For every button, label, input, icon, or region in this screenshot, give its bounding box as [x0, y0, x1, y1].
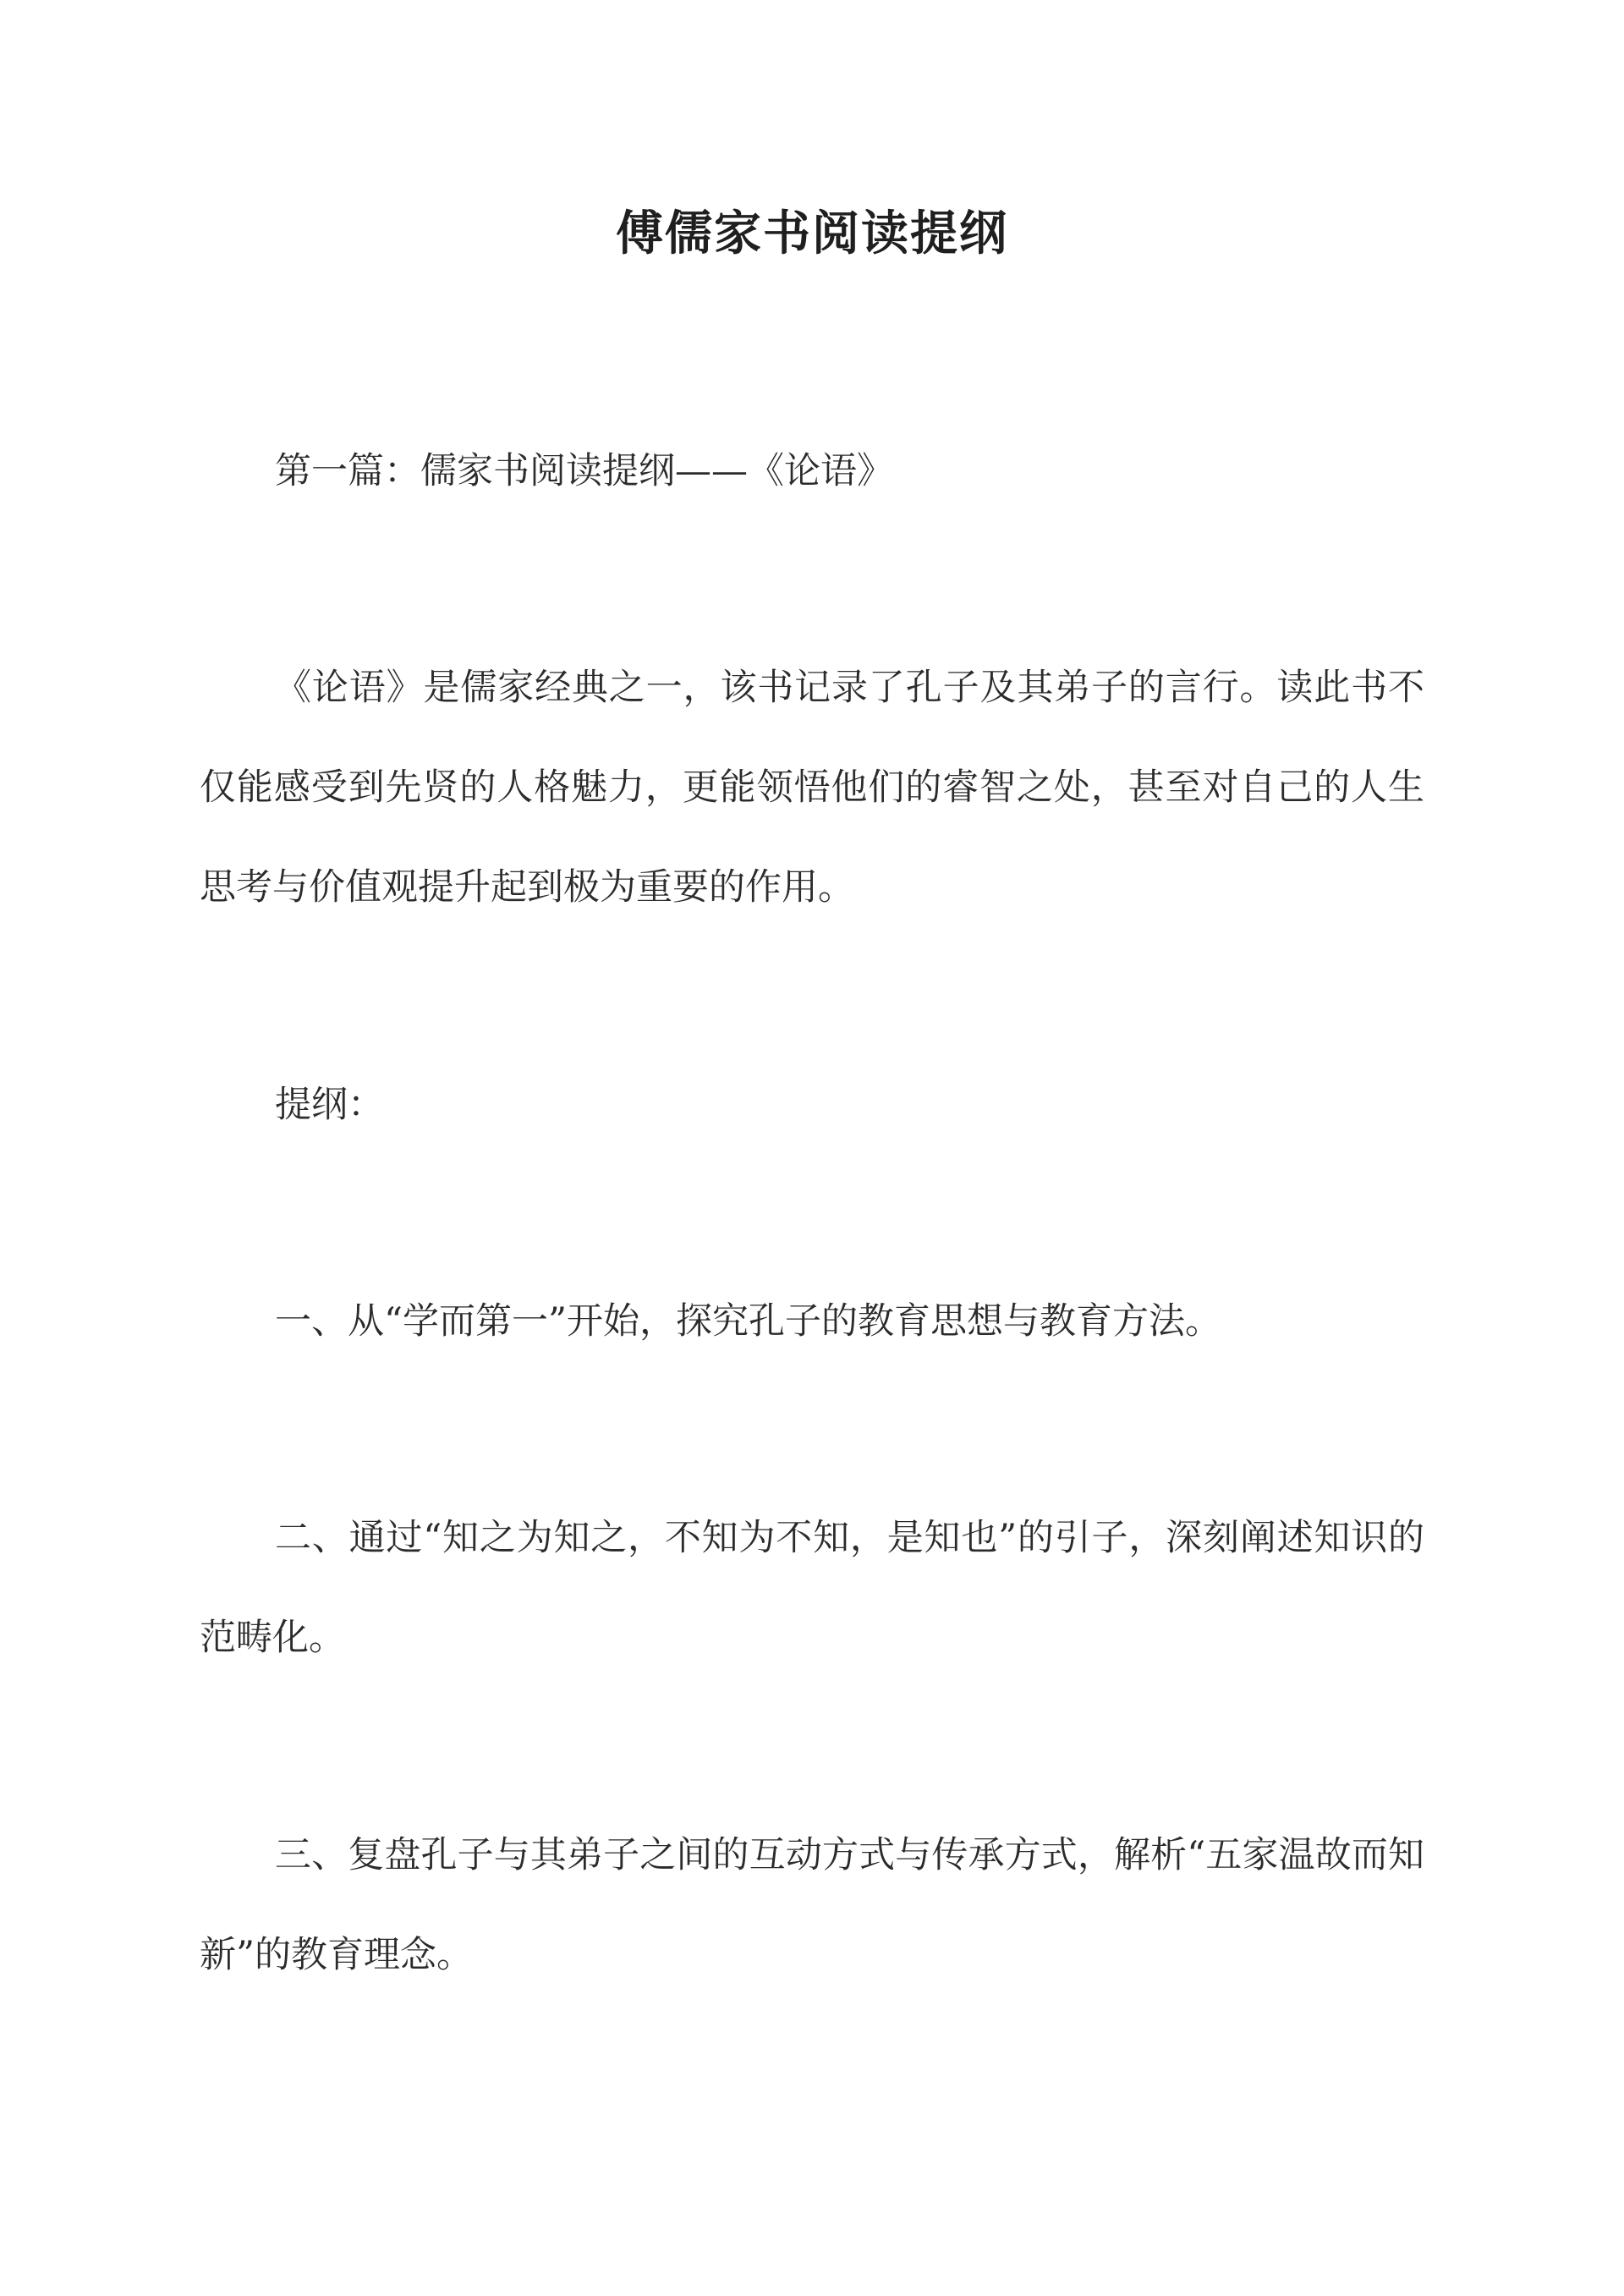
outline-item-3: 三、复盘孔子与其弟子之间的互动方式与传承方式，解析“五家温故而知新”的教育理念。: [200, 1834, 1424, 1976]
outline-label: 提纲：: [275, 1084, 384, 1126]
outline-item-2: 二、通过“知之为知之，不知为不知，是知也”的引子，深刻阐述知识的范畴化。: [200, 1517, 1424, 1659]
document-title: 傅儒家书阅读提纲: [616, 206, 1008, 261]
outline-item-1: 一、从“学而第一”开始，探究孔子的教育思想与教育方法。: [275, 1300, 1221, 1343]
intro-paragraph: 《论语》是儒家经典之一，该书记录了孔子及其弟子的言行。读此书不仅能感受到先贤的人格魅力，更能领悟他们的睿智之处，甚至对自己的人生思考与价值观提升起到极为重要的作用。: [200, 667, 1424, 909]
chapter-heading: 第一篇：儒家书阅读提纲——《论语》: [275, 450, 893, 492]
